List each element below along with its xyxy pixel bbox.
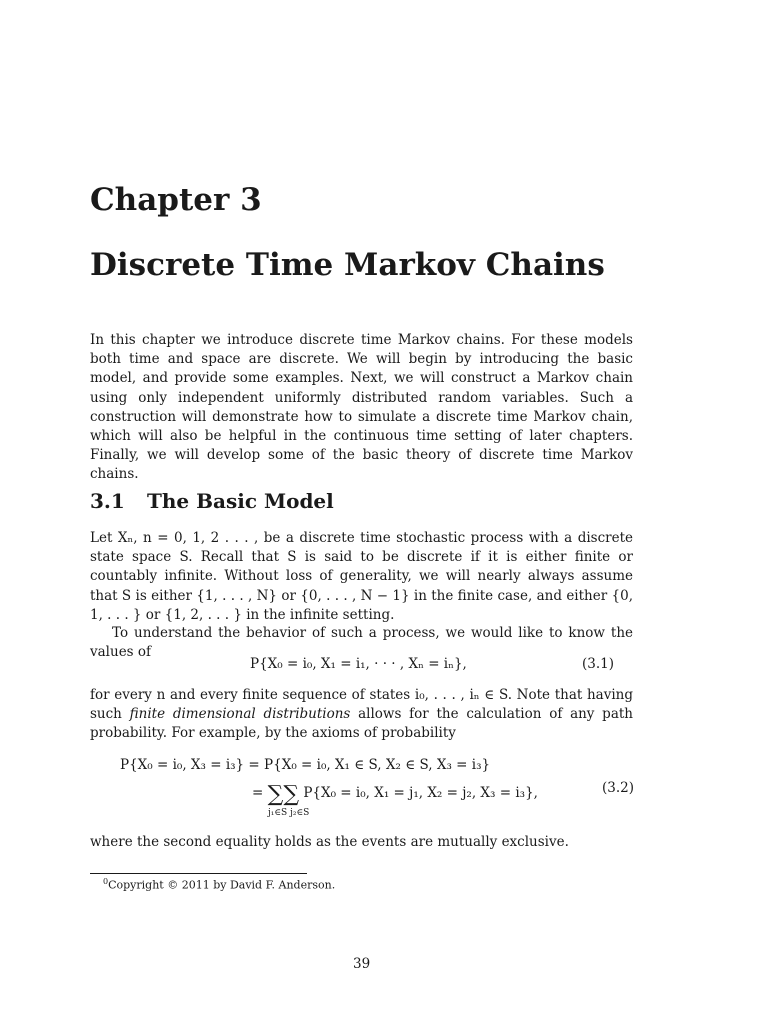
page-number: 39 bbox=[353, 956, 371, 972]
body-paragraph-1: Let Xₙ, n = 0, 1, 2 . . . , be a discrete time stochastic process with a discrete state space S. Recall that S is said to be discrete if it is either finite or countably infinite. Without loss of generality, we will nearly always assume that S is either {1, . . . , N} or {0, . . . , N − 1} in the finite case, and either {0, 1, . . . } or {1, 2, . . . } in the infinite setting. bbox=[90, 530, 633, 623]
section-heading bbox=[90, 489, 334, 513]
equation-3-2-line-2 bbox=[252, 782, 538, 807]
equation-3-2-equals: = bbox=[252, 785, 268, 801]
chapter-title: Discrete Time Markov Chains bbox=[90, 247, 605, 283]
section-number: 3.1 bbox=[90, 489, 125, 513]
double-sum-symbol: ∑∑ bbox=[267, 782, 300, 807]
section-title: The Basic Model bbox=[147, 489, 334, 513]
body-paragraph-2-text: To understand the behavior of such a process, we would like to know the values of bbox=[90, 625, 633, 661]
intro-paragraph: In this chapter we introduce discrete time Markov chains. For these models both time and space are discrete. We will begin by introducing the basic model, and provide some examples. Next, we will construct a Markov chain using only independent uniformly distributed random variables. Such a construction will demonstrate how to simulate a discrete time Markov chain, which will also be helpful in the continuous time setting of later chapters. Finally, we will develop some of the basic theory of discrete time Markov chains. bbox=[90, 332, 633, 483]
equation-3-2-line-1: P{X₀ = i₀, X₃ = i₃} = P{X₀ = i₀, X₁ ∈ S, X₂ ∈ S, X₃ = i₃} bbox=[120, 757, 491, 773]
footnote-rule bbox=[90, 873, 307, 874]
chapter-number: Chapter 3 bbox=[90, 182, 262, 218]
body-paragraph-4: where the second equality holds as the events are mutually exclusive. bbox=[90, 834, 569, 850]
footnote-text: Copyright © 2011 by David F. Anderson. bbox=[108, 878, 336, 892]
equation-3-1-number: (3.1) bbox=[582, 656, 615, 672]
footnote bbox=[103, 877, 335, 892]
footnote-marker: 0 bbox=[103, 877, 109, 886]
body-paragraph-3-a: for every n and every finite sequence of states i₀, . . . , iₙ ∈ S. Note that having such bbox=[90, 687, 633, 723]
body-paragraph-3-b: allows for the calculation of any path probability. For example, by the axioms of probability bbox=[90, 706, 633, 742]
equation-3-1: P{X₀ = i₀, X₁ = i₁, · · · , Xₙ = iₙ}, bbox=[250, 656, 467, 672]
equation-3-2-number: (3.2) bbox=[602, 780, 635, 796]
emphasis-finite-dimensional: finite dimensional distributions bbox=[129, 706, 351, 723]
equation-3-2-rhs: P{X₀ = i₀, X₁ = j₁, X₂ = j₂, X₃ = i₃}, bbox=[299, 785, 538, 801]
sum-subscript: j₁∈S j₂∈S bbox=[268, 808, 310, 818]
body-paragraph-3 bbox=[90, 686, 633, 744]
